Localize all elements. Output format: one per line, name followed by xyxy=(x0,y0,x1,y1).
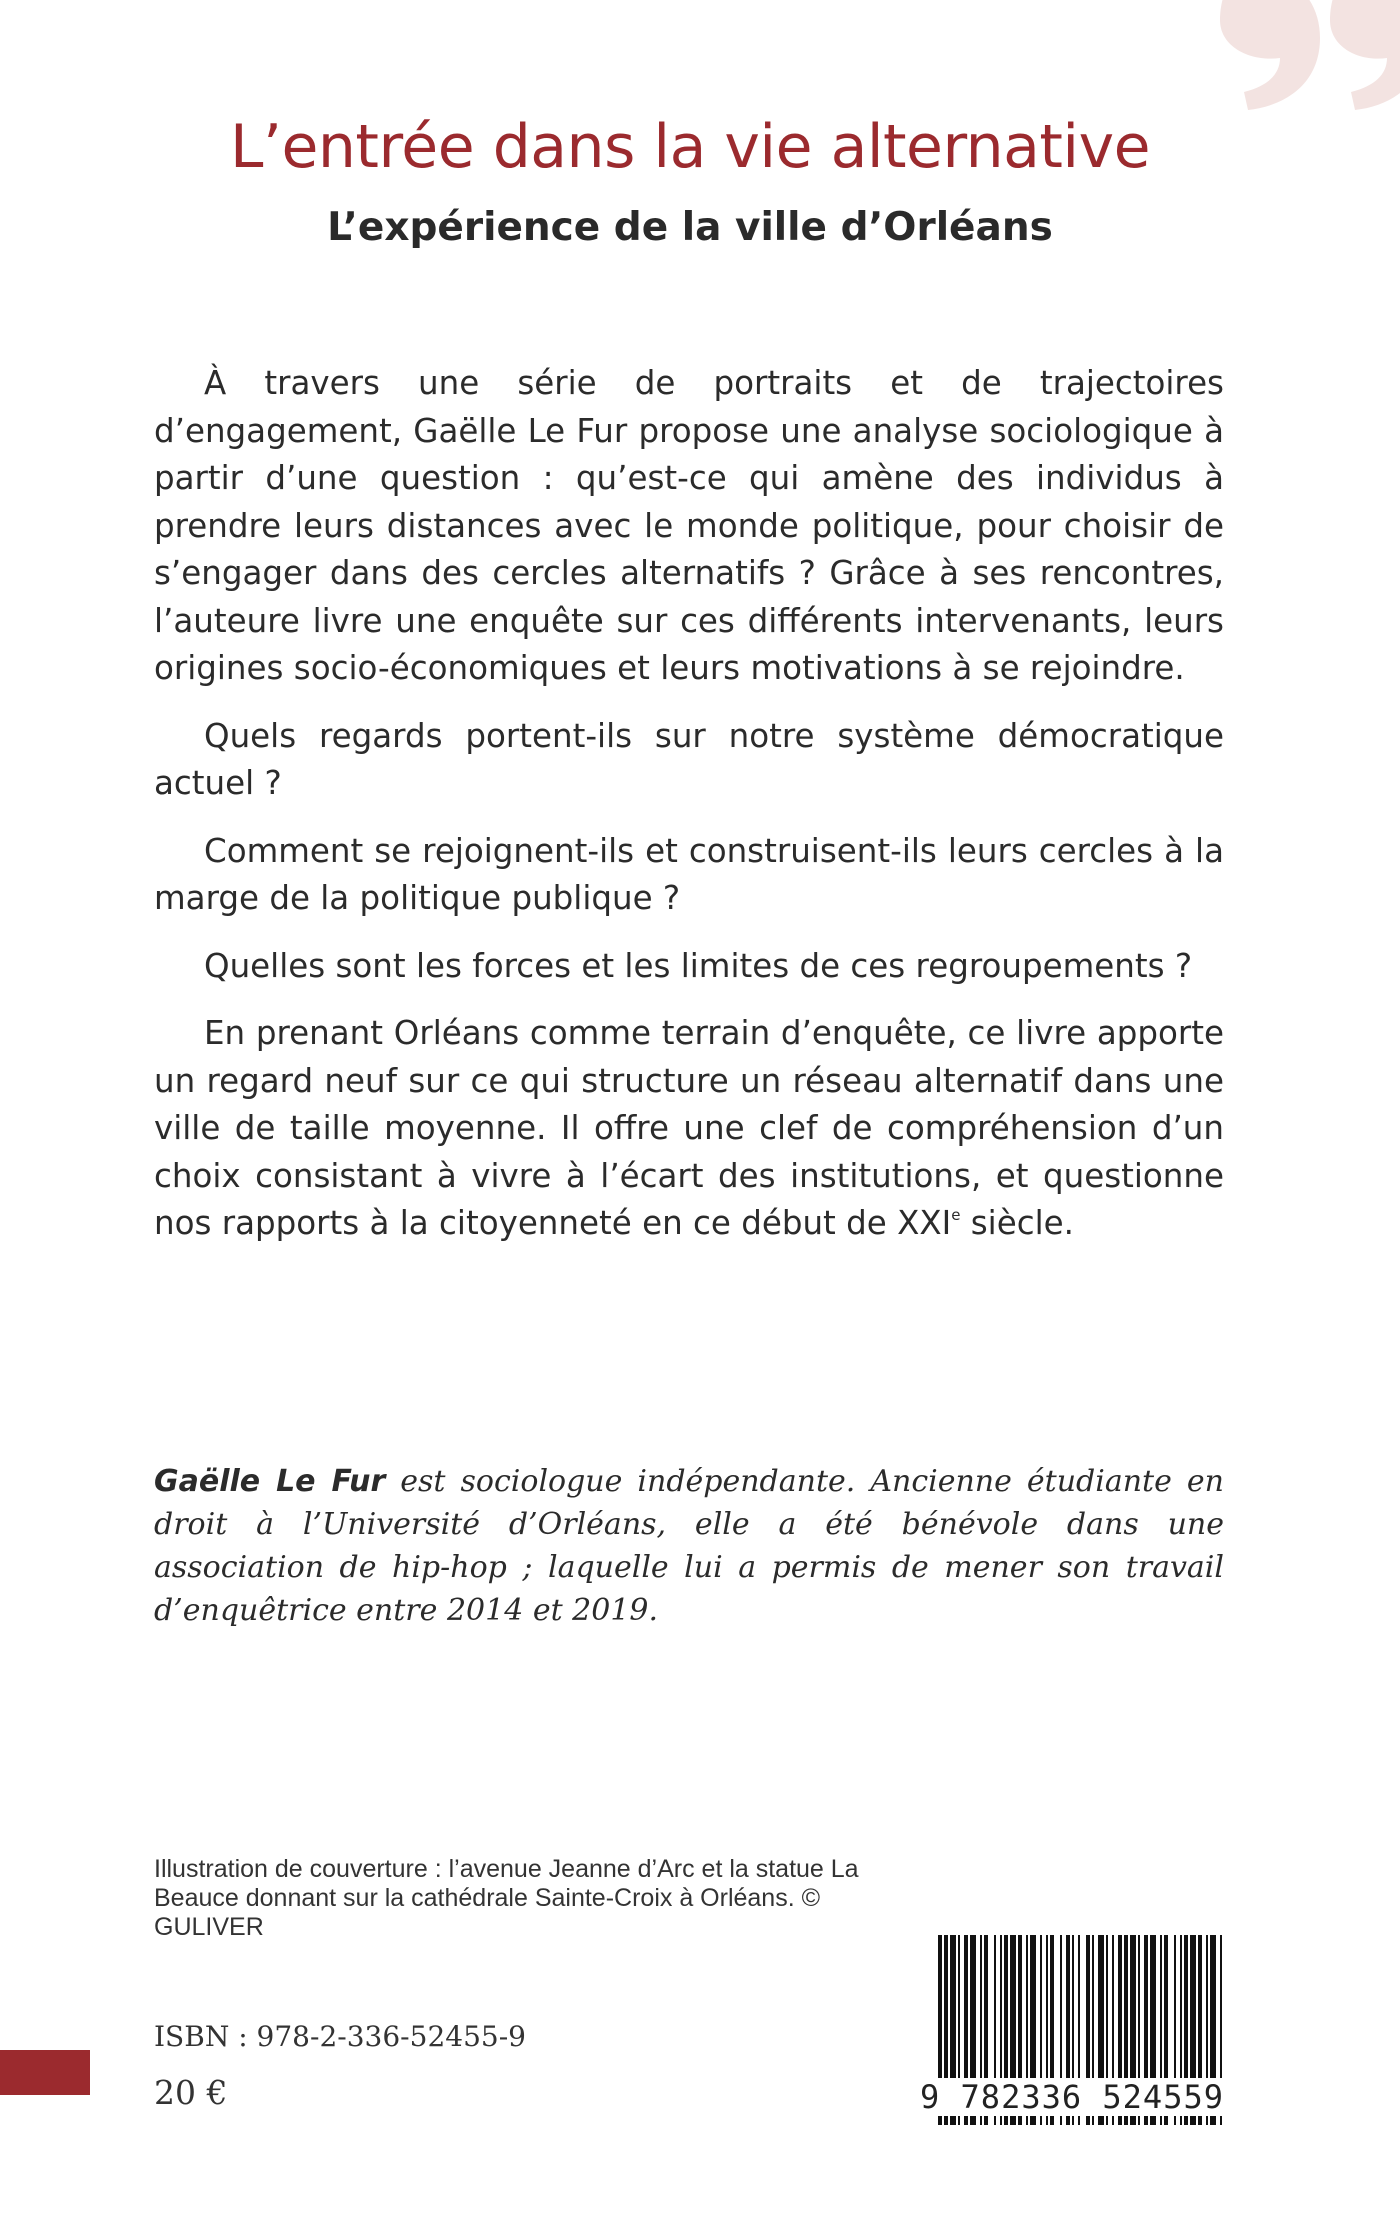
author-name: Gaëlle Le Fur xyxy=(154,1464,386,1499)
author-bio xyxy=(154,1460,1224,1632)
summary-paragraph xyxy=(154,1010,1224,1248)
isbn: ISBN : 978-2-336-52455-9 xyxy=(154,2020,526,2053)
author-bio-text: est sociologue indépendante. Ancienne étudiante en droit à l’Université d’Orléans, elle a été bénévole dans une association de hip-hop ; laquelle lui a permis de mener son travail d’enquêtrice entre 2014 et 2019. xyxy=(154,1464,1224,1628)
book-title: L’entrée dans la vie alternative xyxy=(229,112,1150,182)
summary-paragraph: À travers une série de portraits et de trajectoires d’engagement, Gaëlle Le Fur propose une analyse sociologique à partir d’une question : qu’est-ce qui amène des individus à prendre leurs distances avec le monde politique, pour choisir de s’engager dans des cercles alternatifs ? Grâce à ses rencontres, l’auteure livre une enquête sur ces différents intervenants, leurs origines socio-économiques et leurs motivations à se rejoindre. xyxy=(154,364,1224,687)
back-cover-summary xyxy=(154,360,1224,1268)
quote-mark-icon xyxy=(1180,0,1400,130)
illustration-credit: Illustration de couverture : l’avenue Jeanne d’Arc et la statue La Beauce donnant sur la cathédrale Sainte-Croix à Orléans. © GULIVER xyxy=(154,1855,859,1941)
red-accent-band xyxy=(0,2050,90,2095)
summary-text: En prenant Orléans comme terrain d’enquête, ce livre apporte un regard neuf sur ce qui structure un réseau alternatif dans une ville de taille moyenne. Il offre une clef de compréhension d’un choix consistant à vivre à l’écart des institutions, et questionne nos rapports à la citoyenneté en ce début de XXI xyxy=(154,1014,1224,1242)
summary-paragraph: Quels regards portent-ils sur notre système démocratique actuel ? xyxy=(154,716,1224,802)
price: 20 € xyxy=(154,2073,228,2112)
summary-paragraph: Comment se rejoignent-ils et construisent-ils leurs cercles à la marge de la politique publique ? xyxy=(154,831,1224,917)
barcode-number: 9 782336 524559 xyxy=(912,2078,1232,2116)
summary-paragraph: Quelles sont les forces et les limites de ces regroupements ? xyxy=(204,946,1193,985)
book-subtitle: L’expérience de la ville d’Orléans xyxy=(327,205,1053,250)
summary-text-end: siècle. xyxy=(960,1204,1074,1242)
century-superscript: e xyxy=(951,1206,961,1224)
